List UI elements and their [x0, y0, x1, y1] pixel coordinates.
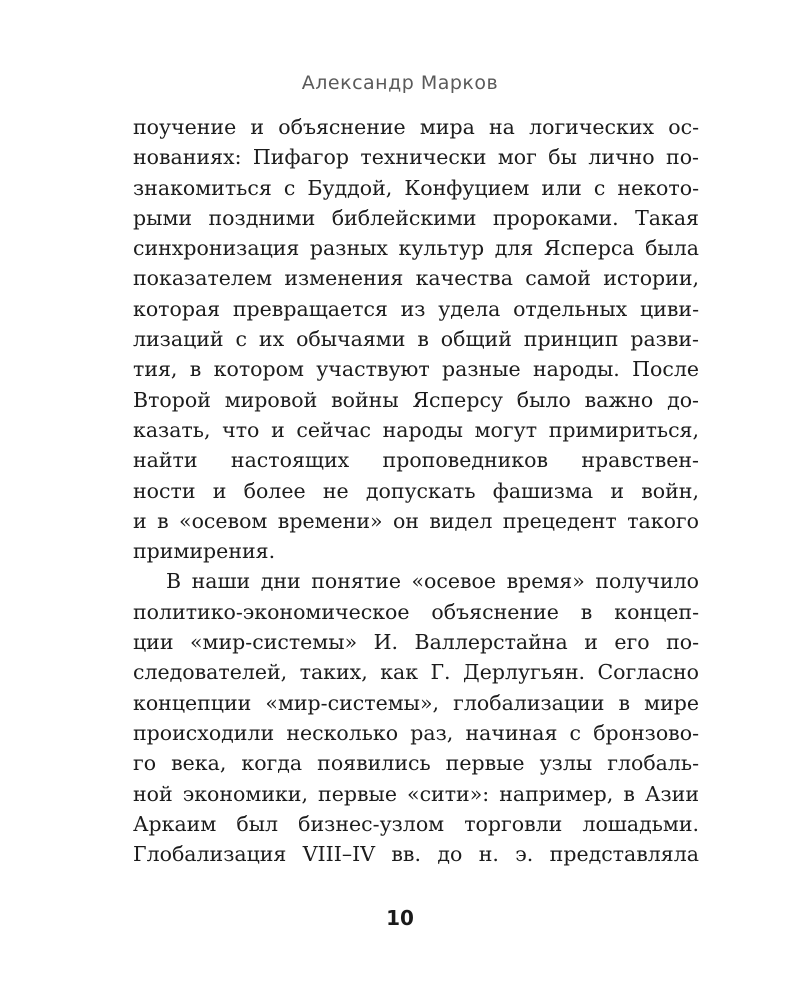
text-line: ности и более не допускать фашизма и войн, — [133, 478, 699, 503]
text-line: которая превращается из удела отдельных циви- — [133, 296, 699, 321]
text-line: поучение и объяснение мира на логических ос- — [133, 115, 699, 139]
text-line: Глобализация VIII–IV вв. до н. э. представляла — [133, 842, 699, 867]
text-line: тия, в котором участвуют разные народы. После — [133, 357, 699, 382]
text-line: лизаций с их обычаями в общий принцип разви- — [133, 327, 699, 352]
text-line: казать, что и сейчас народы могут примириться, — [133, 417, 699, 442]
page-number: 10 — [386, 906, 414, 930]
paragraph-2 — [133, 566, 699, 869]
text-line: рыми поздними библейскими пророками. Такая — [133, 205, 699, 230]
text-line: Второй мировой войны Ясперсу было важно до- — [133, 387, 699, 412]
text-line: показателем изменения качества самой истории, — [133, 266, 699, 291]
paragraph-1 — [133, 112, 699, 566]
text-line: знакомиться с Буддой, Конфуцием или с некото- — [133, 175, 699, 200]
text-line: В наши дни понятие «осевое время» получило — [166, 569, 699, 594]
text-line: примирения. — [133, 539, 276, 564]
running-header-author: Александр Марков — [301, 72, 499, 94]
text-line: следователей, таких, как Г. Дерлугьян. Согласно — [133, 660, 699, 685]
text-line: Аркаим был бизнес-узлом торговли лошадьми. — [133, 811, 699, 836]
text-line: го века, когда появились первые узлы глобаль- — [133, 751, 699, 776]
text-line: нованиях: Пифагор технически мог бы лично по- — [133, 145, 699, 170]
text-line: политико-экономическое объяснение в концеп- — [133, 599, 699, 624]
text-line: и в «осевом времени» он видел прецедент такого — [133, 508, 699, 533]
body-text — [133, 112, 699, 869]
text-line: синхронизация разных культур для Ясперса была — [133, 236, 699, 261]
text-line: ции «мир-системы» И. Валлерстайна и его по- — [133, 630, 699, 655]
text-line: происходили несколько раз, начиная с бронзово- — [133, 720, 699, 745]
text-line: ной экономики, первые «сити»: например, в Азии — [133, 781, 699, 806]
text-line: найти настоящих проповедников нравствен- — [133, 448, 699, 473]
text-line: концепции «мир-системы», глобализации в мире — [133, 690, 699, 715]
